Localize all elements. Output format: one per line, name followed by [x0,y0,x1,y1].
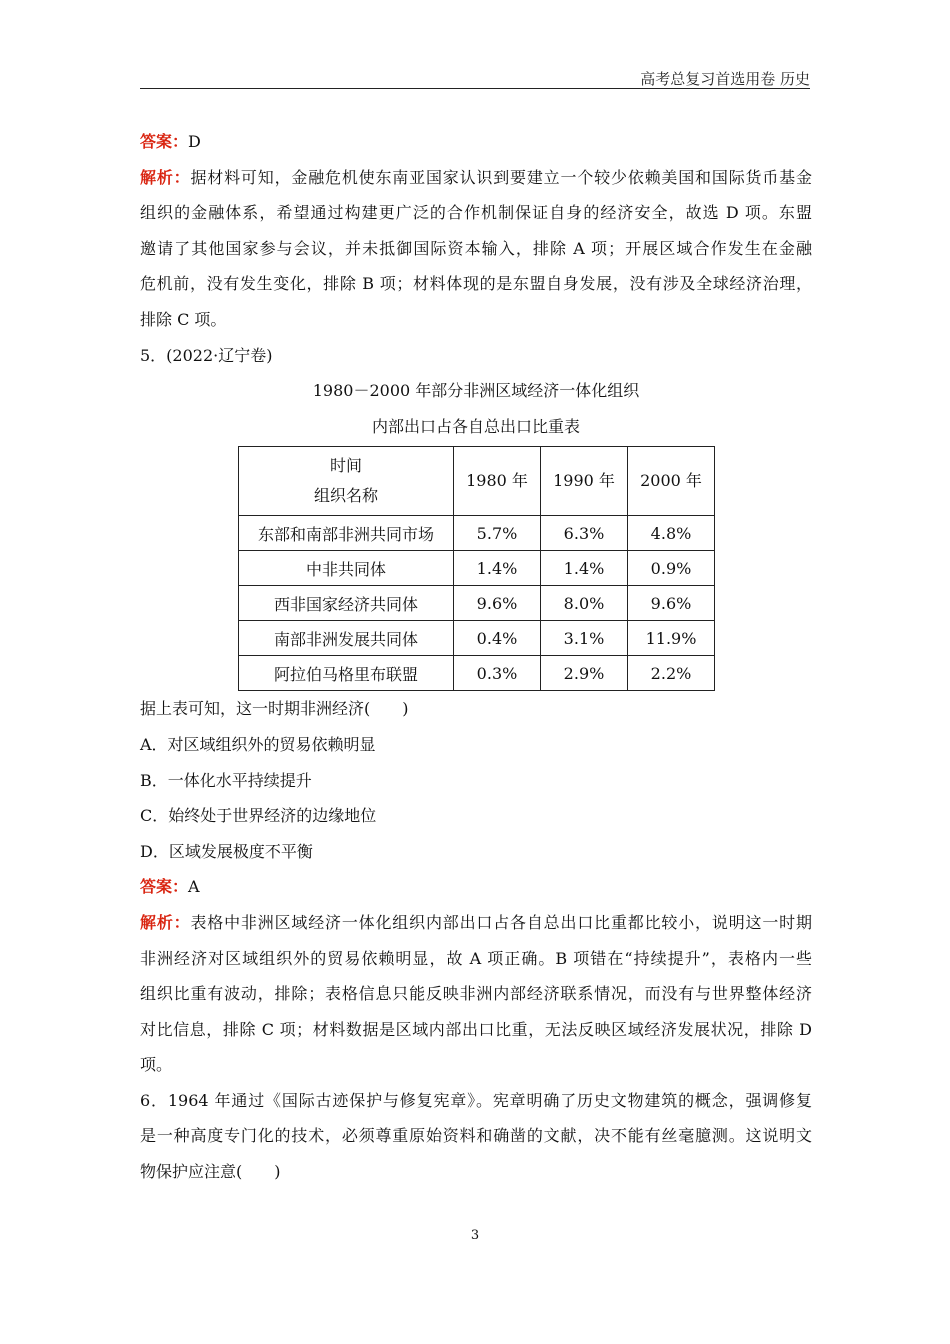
option-d: D．区域发展极度不平衡 [140,841,313,861]
org-name-cell: 东部和南部非洲共同市场 [239,516,454,551]
header-org-label: 组织名称 [313,486,378,506]
value-cell: 0.3% [454,656,541,691]
table-title-line1: 1980－2000 年部分非洲区域经济一体化组织 [312,381,640,401]
answer-label: 答案： [140,877,189,897]
answer-value: D [188,132,201,151]
option-a: A．对区域组织外的贸易依赖明显 [140,734,376,754]
value-cell: 0.9% [628,551,715,586]
answer-label: 答案： [140,132,189,151]
q4-analysis-line: 危机前，没有发生变化，排除 B 项；材料体现的是东盟自身发展，没有涉及全球经济治理， [140,274,812,294]
value-cell: 5.7% [454,516,541,551]
page-number: 3 [470,1228,480,1243]
q5-analysis-line: 组织比重有波动，排除；表格信息只能反映非洲内部经济联系情况，而没有与世界整体经济 [140,984,812,1004]
q4-analysis-line: 组织的金融体系，希望通过构建更广泛的合作机制保证自身的经济安全，故选 D 项。东盟 [140,203,812,223]
value-cell: 1.4% [454,551,541,586]
q5-analysis-line: 解析：表格中非洲区域经济一体化组织内部出口占各自总出口比重都比较小，说明这一时期 [140,912,812,932]
value-cell: 8.0% [541,586,628,621]
header-corner-cell [239,447,454,516]
q6-stem-line: 物保护应注意( ) [140,1162,281,1182]
option-c: C．始终处于世界经济的边缘地位 [140,806,377,826]
value-cell: 3.1% [541,621,628,656]
value-cell: 11.9% [628,621,715,656]
q5-analysis-line: 非洲经济对区域组织外的贸易依赖明显，故 A 项正确。B 项错在“持续提升”，表格内一些 [140,948,812,968]
year-header: 2000 年 [628,447,715,516]
q5-analysis-line: 对比信息，排除 C 项；材料数据是区域内部出口比重，无法反映区域经济发展状况，排除 D [140,1019,812,1039]
q4-analysis-line: 解析：据材料可知，金融危机使东南亚国家认识到要建立一个较少依赖美国和国际货币基金 [140,167,812,187]
running-header: 高考总复习首选用卷 历史 [640,70,810,88]
org-name-cell: 西非国家经济共同体 [239,586,454,621]
q5-question: 据上表可知，这一时期非洲经济( ) [140,699,409,719]
year-header: 1990 年 [541,447,628,516]
table-row [239,621,715,656]
header-time-label: 时间 [329,456,362,476]
answer-value: A [188,877,200,897]
table-row [239,656,715,691]
value-cell: 4.8% [628,516,715,551]
analysis-label: 解析： [140,167,191,187]
q5-analysis-line: 项。 [140,1055,173,1075]
table-row [239,551,715,586]
analysis-label: 解析： [140,912,191,932]
q4-analysis-line: 排除 C 项。 [140,309,227,329]
export-share-table [238,446,715,691]
q4-analysis-line: 邀请了其他国家参与会议，并未抵御国际资本输入，排除 A 项；开展区域合作发生在金融 [140,238,812,258]
table-header-row [239,447,715,516]
org-name-cell: 南部非洲发展共同体 [239,621,454,656]
org-name-cell: 中非共同体 [239,551,454,586]
value-cell: 1.4% [541,551,628,586]
page-content [140,124,812,1190]
q4-answer-line [140,124,812,160]
value-cell: 6.3% [541,516,628,551]
q5-stem: 5．(2022·辽宁卷) [140,345,273,365]
value-cell: 2.9% [541,656,628,691]
value-cell: 2.2% [628,656,715,691]
q5-answer-line [140,869,812,905]
value-cell: 9.6% [454,586,541,621]
value-cell: 9.6% [628,586,715,621]
table-row [239,516,715,551]
table-title-line2: 内部出口占各自总出口比重表 [371,416,580,436]
year-header: 1980 年 [454,447,541,516]
q6-stem-line: 是一种高度专门化的技术，必须尊重原始资料和确凿的文献，决不能有丝毫臆测。这说明文 [140,1126,812,1146]
value-cell: 0.4% [454,621,541,656]
q6-stem-line: 6．1964 年通过《国际古迹保护与修复宪章》。宪章明确了历史文物建筑的概念，强调修复 [140,1090,812,1110]
header-divider [140,88,810,89]
org-name-cell: 阿拉伯马格里布联盟 [239,656,454,691]
table-row [239,586,715,621]
option-b: B．一体化水平持续提升 [140,770,312,790]
